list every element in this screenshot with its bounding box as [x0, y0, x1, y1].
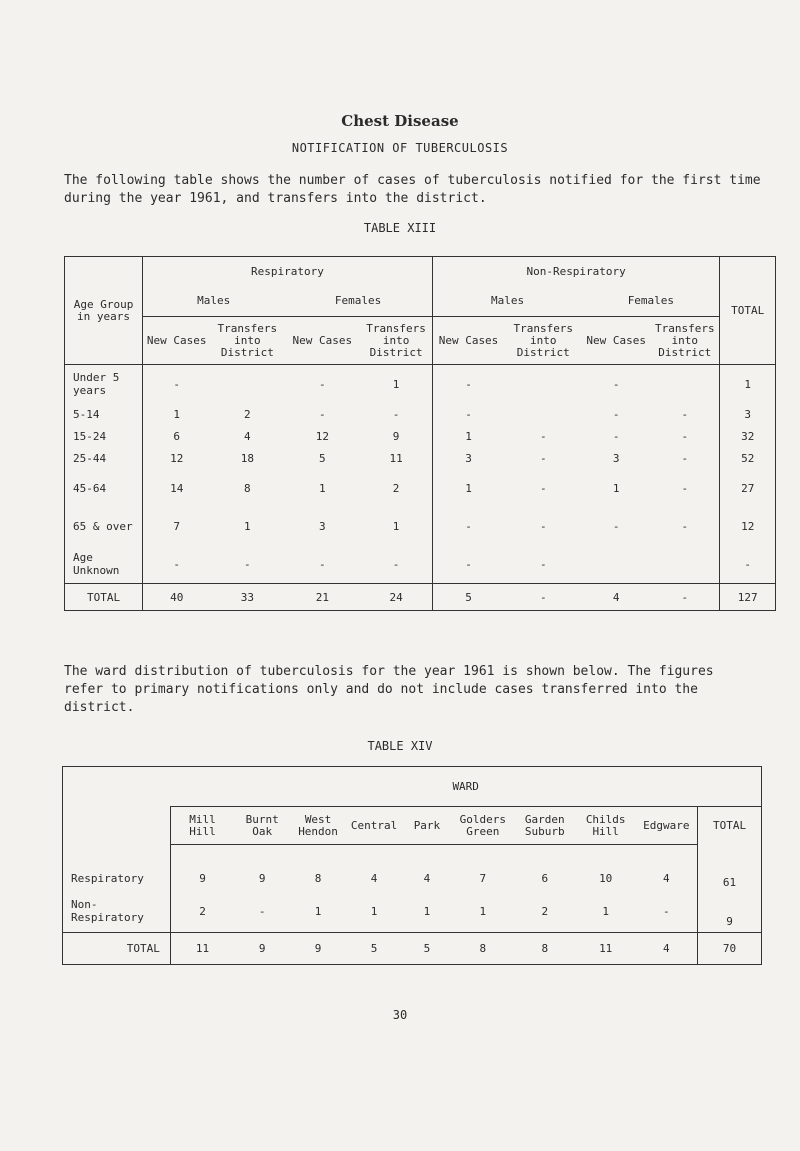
- row-total-cell: 1: [720, 365, 776, 404]
- nonresp-males-new-cases-header: New Cases: [432, 317, 504, 365]
- ward-header-cell: West Hendon: [290, 807, 346, 845]
- value-cell: -: [432, 507, 504, 545]
- table-row: [65, 403, 776, 425]
- total-cell: -: [650, 584, 720, 611]
- nonresp-males-transfers-header: Transfers into District: [504, 317, 582, 365]
- value-cell: -: [244, 557, 251, 571]
- value-cell: 7: [479, 871, 487, 885]
- value-cell: 1: [432, 469, 504, 507]
- value-cell: 9: [170, 845, 234, 891]
- row-total-cell: 9: [698, 891, 762, 933]
- total-cell: 21: [284, 584, 360, 611]
- table-row: [65, 365, 776, 404]
- value-cell: -: [392, 557, 400, 571]
- ward-header-cell: Childs Hill: [576, 807, 636, 845]
- value-cell: -: [539, 557, 547, 571]
- value-cell: 10: [599, 871, 613, 885]
- value-cell: -: [539, 481, 547, 495]
- ward-header-cell: Edgware: [636, 807, 698, 845]
- total-cell: 11: [576, 933, 636, 965]
- value-cell: 1: [314, 904, 322, 918]
- value-cell: -: [539, 429, 547, 443]
- value-cell: -: [258, 904, 266, 918]
- value-cell: -: [432, 545, 504, 584]
- value-cell: 1: [432, 425, 504, 447]
- row-total-cell: -: [720, 545, 776, 584]
- resp-males-transfers-header: Transfers into District: [210, 317, 284, 365]
- value-cell: 2: [244, 407, 251, 421]
- value-cell: 6: [143, 425, 211, 447]
- total-cell: 9: [234, 933, 290, 965]
- resp-females-new-cases-header: New Cases: [284, 317, 360, 365]
- totals-row: [65, 584, 776, 611]
- resp-females-transfers-header: Transfers into District: [360, 317, 432, 365]
- value-cell: 3: [319, 519, 326, 533]
- ward-corner: [63, 767, 171, 807]
- grand-total-cell: 70: [698, 933, 762, 965]
- value-cell: 6: [541, 871, 549, 885]
- value-cell: 12: [315, 429, 329, 443]
- row-total-cell: 3: [720, 403, 776, 425]
- value-cell: -: [432, 365, 504, 404]
- value-cell: 5: [319, 451, 326, 465]
- total-header: TOTAL: [720, 257, 776, 365]
- row-total-cell: 12: [720, 507, 776, 545]
- table-row: [63, 845, 762, 891]
- total-cell: -: [504, 584, 582, 611]
- value-cell: 3: [432, 447, 504, 469]
- value-cell: -: [319, 407, 326, 421]
- page-subtitle: NOTIFICATION OF TUBERCULOSIS: [291, 141, 509, 155]
- total-cell: 5: [432, 584, 504, 611]
- value-cell: -: [612, 429, 620, 443]
- value-cell: -: [681, 451, 689, 465]
- value-cell: -: [681, 407, 689, 421]
- value-cell: 4: [423, 871, 431, 885]
- row-total-cell: 61: [698, 845, 762, 891]
- ward-header-cell: Burnt Oak: [234, 807, 290, 845]
- total-cell: 4: [636, 933, 698, 965]
- value-cell: 1: [319, 481, 326, 495]
- grand-total-cell: 127: [720, 584, 776, 611]
- value-cell: -: [392, 407, 400, 421]
- row-total-cell: 52: [720, 447, 776, 469]
- value-cell: 14: [143, 469, 211, 507]
- value-cell: -: [432, 403, 504, 425]
- resp-females-header: Females: [284, 287, 432, 317]
- value-cell: -: [612, 407, 620, 421]
- table-xiii-label: TABLE XIII: [363, 221, 437, 235]
- value-cell: 1: [423, 904, 431, 918]
- age-cell: 65 & over: [65, 507, 143, 545]
- value-cell: -: [681, 429, 689, 443]
- table-row: [65, 507, 776, 545]
- table-row: [65, 425, 776, 447]
- value-cell: -: [681, 519, 689, 533]
- value-cell: 18: [240, 451, 254, 465]
- value-cell: -: [143, 365, 211, 404]
- table-xiv: [62, 766, 762, 965]
- age-cell: Age Unknown: [65, 545, 143, 584]
- age-cell: 5-14: [65, 403, 143, 425]
- row-label: Respiratory: [63, 845, 171, 891]
- age-cell: Under 5 years: [65, 365, 143, 404]
- total-cell: 5: [402, 933, 452, 965]
- table-row: [65, 545, 776, 584]
- totals-label: TOTAL: [65, 584, 143, 611]
- total-cell: 4: [582, 584, 650, 611]
- total-cell: 9: [290, 933, 346, 965]
- ward-header-cell: Park: [402, 807, 452, 845]
- page-title: Chest Disease: [341, 112, 459, 130]
- nonresp-females-header: Females: [582, 287, 720, 317]
- age-cell: 25-44: [65, 447, 143, 469]
- nonresp-males-header: Males: [432, 287, 582, 317]
- value-cell: [650, 365, 720, 404]
- value-cell: 9: [258, 871, 266, 885]
- value-cell: [650, 545, 720, 584]
- totals-label: TOTAL: [63, 933, 171, 965]
- total-cell: 24: [360, 584, 432, 611]
- totals-row: [63, 933, 762, 965]
- value-cell: 9: [392, 429, 400, 443]
- value-cell: 7: [143, 507, 211, 545]
- total-cell: 8: [514, 933, 576, 965]
- value-cell: -: [319, 557, 326, 571]
- value-cell: 1: [602, 904, 609, 918]
- non-respiratory-header: Non-Respiratory: [432, 257, 720, 287]
- table-row: [65, 469, 776, 507]
- nonresp-females-transfers-header: Transfers into District: [650, 317, 720, 365]
- value-cell: [504, 403, 582, 425]
- total-cell: 5: [346, 933, 402, 965]
- value-cell: 4: [244, 429, 251, 443]
- ward-header-cell: Golders Green: [452, 807, 514, 845]
- age-group-header: Age Group in years: [65, 257, 143, 365]
- intro-paragraph: The following table shows the number of cases of tuberculosis notified for the first time during the year 1961, and transfers into the district.: [64, 173, 761, 206]
- value-cell: 1: [479, 904, 487, 918]
- value-cell: [210, 365, 284, 404]
- value-cell: -: [143, 545, 211, 584]
- value-cell: 1: [392, 519, 400, 533]
- value-cell: 1: [370, 904, 378, 918]
- value-cell: 2: [170, 891, 234, 933]
- value-cell: 1: [612, 481, 620, 495]
- value-cell: 1: [244, 519, 251, 533]
- row-label: Non- Respiratory: [63, 891, 171, 933]
- nonresp-females-new-cases-header: New Cases: [582, 317, 650, 365]
- total-cell: 11: [170, 933, 234, 965]
- value-cell: -: [319, 377, 326, 391]
- value-cell: 2: [541, 904, 549, 918]
- ward-header-cell: Mill Hill: [170, 807, 234, 845]
- value-cell: 4: [370, 871, 378, 885]
- table-row: [65, 447, 776, 469]
- value-cell: [582, 545, 650, 584]
- value-cell: 1: [392, 377, 400, 391]
- value-cell: 4: [663, 871, 670, 885]
- value-cell: 8: [244, 481, 251, 495]
- table-xiv-label: TABLE XIV: [367, 739, 433, 753]
- total-cell: 8: [452, 933, 514, 965]
- resp-males-header: Males: [143, 287, 285, 317]
- respiratory-header: Respiratory: [143, 257, 433, 287]
- age-cell: 45-64: [65, 469, 143, 507]
- value-cell: 8: [314, 871, 322, 885]
- ward-total-header: TOTAL: [698, 807, 762, 845]
- value-cell: -: [612, 377, 620, 391]
- value-cell: [504, 365, 582, 404]
- table-xiii: [64, 256, 776, 611]
- value-cell: 2: [392, 481, 400, 495]
- table-row: [63, 891, 762, 933]
- value-cell: -: [612, 519, 620, 533]
- value-cell: 1: [143, 403, 211, 425]
- value-cell: 12: [143, 447, 211, 469]
- ward-paragraph: The ward distribution of tuberculosis for the year 1961 is shown below. The figures refer to primary notifications only and do not include cases transferred into the district.: [64, 664, 714, 715]
- value-cell: -: [539, 451, 547, 465]
- age-cell: 15-24: [65, 425, 143, 447]
- value-cell: -: [539, 519, 547, 533]
- row-total-cell: 27: [720, 469, 776, 507]
- row-total-cell: 32: [720, 425, 776, 447]
- resp-males-new-cases-header: New Cases: [143, 317, 211, 365]
- page-number: 30: [392, 1008, 408, 1022]
- ward-header: WARD: [170, 767, 761, 807]
- ward-header-cell: Central: [346, 807, 402, 845]
- value-cell: 11: [389, 451, 403, 465]
- value-cell: -: [681, 481, 689, 495]
- value-cell: -: [663, 904, 670, 918]
- value-cell: 3: [612, 451, 620, 465]
- ward-header-cell: Garden Suburb: [514, 807, 576, 845]
- ward-corner-lower: [63, 807, 171, 845]
- total-cell: 33: [210, 584, 284, 611]
- total-cell: 40: [143, 584, 211, 611]
